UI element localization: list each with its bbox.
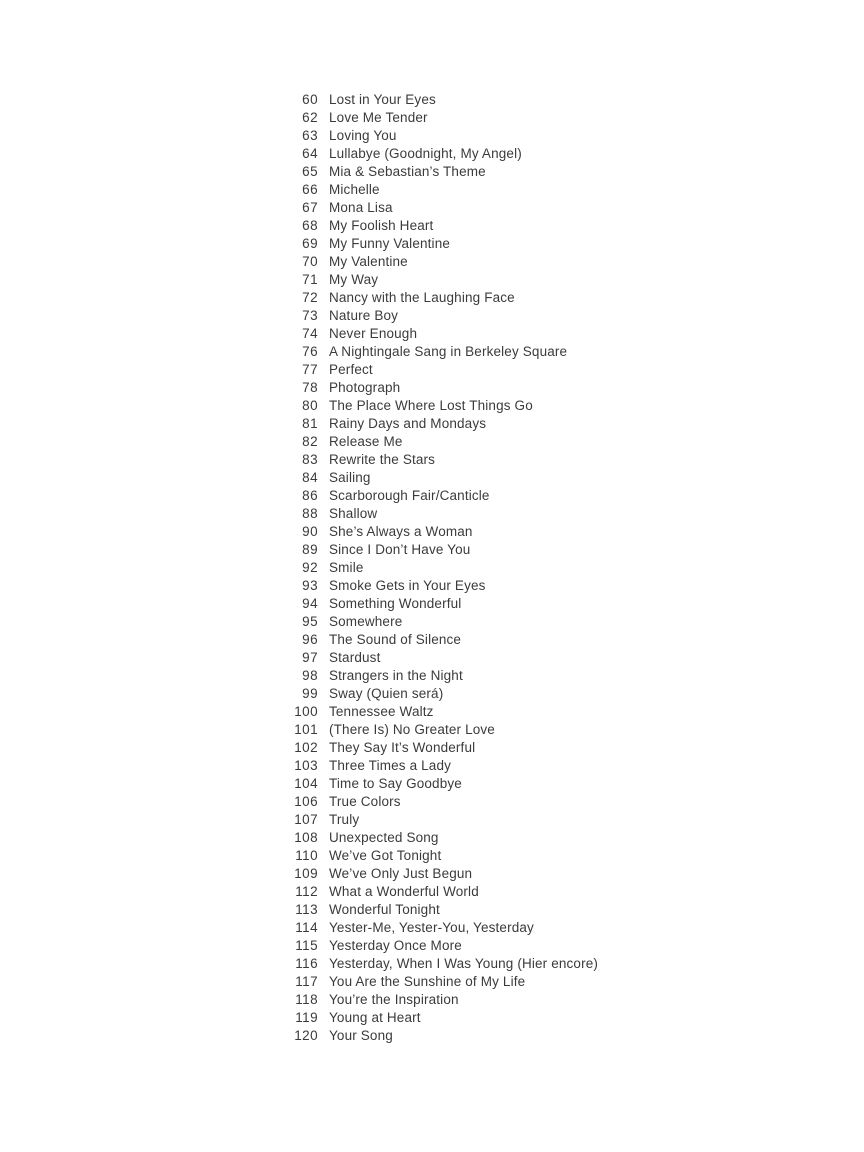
toc-row	[0, 217, 598, 235]
toc-row	[0, 469, 598, 487]
toc-page-number: 81	[302, 416, 318, 431]
toc-row	[0, 613, 598, 631]
toc-row	[0, 271, 598, 289]
toc-song-title: Shallow	[329, 506, 378, 521]
toc-row	[0, 703, 598, 721]
toc-song-title: You’re the Inspiration	[329, 992, 459, 1007]
toc-page-number: 73	[302, 308, 318, 323]
toc-song-title: Love Me Tender	[329, 110, 428, 125]
toc-row	[0, 361, 598, 379]
toc-page-number: 64	[302, 146, 318, 161]
toc-page-number: 60	[302, 92, 318, 107]
toc-song-title: Yester-Me, Yester-You, Yesterday	[329, 920, 534, 935]
toc-page-number: 77	[302, 362, 318, 377]
toc-song-title: Something Wonderful	[329, 596, 462, 611]
toc-page-number: 115	[295, 938, 318, 953]
toc-page-number: 78	[302, 380, 318, 395]
toc-song-title: Never Enough	[329, 326, 418, 341]
toc-page-number: 65	[302, 164, 318, 179]
toc-row	[0, 739, 598, 757]
toc-page-number: 112	[295, 884, 318, 899]
toc-song-title: Unexpected Song	[329, 830, 439, 845]
toc-song-title: Loving You	[329, 128, 397, 143]
toc-row	[0, 109, 598, 127]
toc-page-number: 100	[294, 704, 318, 719]
toc-page-number: 96	[302, 632, 318, 647]
toc-song-title: (There Is) No Greater Love	[329, 722, 495, 737]
toc-song-title: Three Times a Lady	[329, 758, 452, 773]
toc-song-title: Mia & Sebastian’s Theme	[329, 164, 486, 179]
toc-row	[0, 847, 598, 865]
toc-song-title: Yesterday, When I Was Young (Hier encore)	[329, 956, 599, 971]
toc-row	[0, 145, 598, 163]
toc-song-title: A Nightingale Sang in Berkeley Square	[329, 344, 568, 359]
toc-page-number: 119	[295, 1010, 318, 1025]
toc-row	[0, 235, 598, 253]
toc-song-title: Lost in Your Eyes	[329, 92, 436, 107]
toc-page-number: 84	[302, 470, 318, 485]
toc-row	[0, 577, 598, 595]
toc-song-title: Smile	[329, 560, 364, 575]
toc-row	[0, 865, 598, 883]
toc-row	[0, 487, 598, 505]
toc-row	[0, 541, 598, 559]
toc-page-number: 109	[294, 866, 318, 881]
toc-song-title: Smoke Gets in Your Eyes	[329, 578, 486, 593]
toc-song-title: Sway (Quien será)	[329, 686, 444, 701]
toc-song-title: The Place Where Lost Things Go	[329, 398, 533, 413]
toc-row	[0, 919, 598, 937]
toc-song-title: Scarborough Fair/Canticle	[329, 488, 490, 503]
toc-row	[0, 451, 598, 469]
toc-song-title: Tennessee Waltz	[329, 704, 434, 719]
toc-page-number: 68	[302, 218, 318, 233]
toc-row	[0, 433, 598, 451]
toc-page-number: 86	[302, 488, 318, 503]
toc-row	[0, 199, 598, 217]
toc-song-title: My Valentine	[329, 254, 408, 269]
toc-row	[0, 181, 598, 199]
toc-row	[0, 685, 598, 703]
toc-row	[0, 811, 598, 829]
toc-page-number: 66	[302, 182, 318, 197]
toc-row	[0, 163, 598, 181]
toc-page-number: 107	[294, 812, 318, 827]
toc-song-title: Rainy Days and Mondays	[329, 416, 487, 431]
toc-page-number: 94	[302, 596, 318, 611]
toc-page-number: 89	[302, 542, 318, 557]
toc-song-title: Young at Heart	[329, 1010, 421, 1025]
toc-song-title: Somewhere	[329, 614, 403, 629]
toc-row	[0, 775, 598, 793]
toc-song-title: Sailing	[329, 470, 371, 485]
toc-page-number: 69	[302, 236, 318, 251]
toc-page-number: 70	[302, 254, 318, 269]
toc-row	[0, 307, 598, 325]
toc-row	[0, 937, 598, 955]
toc-song-title: Perfect	[329, 362, 373, 377]
toc-song-title: Since I Don’t Have You	[329, 542, 471, 557]
toc-song-title: My Foolish Heart	[329, 218, 434, 233]
toc-row	[0, 883, 598, 901]
toc-song-title: Nancy with the Laughing Face	[329, 290, 515, 305]
toc-song-title: Stardust	[329, 650, 381, 665]
toc-page-number: 98	[302, 668, 318, 683]
toc-row	[0, 955, 598, 973]
toc-song-title: Photograph	[329, 380, 401, 395]
toc-row	[0, 559, 598, 577]
toc-row	[0, 397, 598, 415]
toc-row	[0, 127, 598, 145]
toc-song-title: We’ve Got Tonight	[329, 848, 442, 863]
toc-page-number: 104	[294, 776, 318, 791]
toc-song-title: Your Song	[329, 1028, 393, 1043]
toc-page-number: 80	[302, 398, 318, 413]
toc-page-number: 72	[302, 290, 318, 305]
toc-page-number: 110	[295, 848, 318, 863]
toc-row	[0, 901, 598, 919]
toc-page-number: 76	[302, 344, 318, 359]
toc-row	[0, 757, 598, 775]
toc-row	[0, 595, 598, 613]
toc-page-number: 93	[302, 578, 318, 593]
toc-row	[0, 973, 598, 991]
toc-song-title: Rewrite the Stars	[329, 452, 436, 467]
toc-page-number: 120	[294, 1028, 318, 1043]
toc-page-number: 116	[295, 956, 318, 971]
toc-page-number: 97	[302, 650, 318, 665]
toc-page-number: 92	[302, 560, 318, 575]
toc-page-number: 103	[294, 758, 318, 773]
toc-page-number: 117	[295, 974, 318, 989]
toc-row	[0, 523, 598, 541]
toc-page-number: 82	[302, 434, 318, 449]
toc-row	[0, 91, 598, 109]
toc-song-title: Nature Boy	[329, 308, 399, 323]
toc-page-number: 108	[294, 830, 318, 845]
toc-page-number: 114	[295, 920, 318, 935]
toc-song-title: Truly	[329, 812, 360, 827]
toc-song-title: She’s Always a Woman	[329, 524, 473, 539]
song-index-list	[0, 91, 598, 1045]
toc-page-number: 88	[302, 506, 318, 521]
toc-page-number: 99	[302, 686, 318, 701]
toc-page-number: 102	[294, 740, 318, 755]
toc-song-title: Michelle	[329, 182, 380, 197]
toc-page-number: 63	[302, 128, 318, 143]
toc-song-title: Time to Say Goodbye	[329, 776, 462, 791]
toc-row	[0, 289, 598, 307]
toc-row	[0, 649, 598, 667]
toc-row	[0, 793, 598, 811]
toc-row	[0, 991, 598, 1009]
toc-page-number: 62	[302, 110, 318, 125]
toc-row	[0, 505, 598, 523]
toc-page-number: 118	[295, 992, 318, 1007]
toc-row	[0, 1009, 598, 1027]
toc-row	[0, 253, 598, 271]
toc-song-title: Strangers in the Night	[329, 668, 463, 683]
toc-page-number: 83	[302, 452, 318, 467]
toc-row	[0, 325, 598, 343]
toc-row	[0, 1027, 598, 1045]
toc-row	[0, 631, 598, 649]
toc-row	[0, 415, 598, 433]
toc-page-number: 90	[302, 524, 318, 539]
toc-page-number: 71	[302, 272, 318, 287]
toc-row	[0, 379, 598, 397]
toc-page-number: 101	[294, 722, 318, 737]
toc-song-title: What a Wonderful World	[329, 884, 479, 899]
toc-song-title: The Sound of Silence	[329, 632, 462, 647]
toc-song-title: We’ve Only Just Begun	[329, 866, 473, 881]
toc-song-title: Yesterday Once More	[329, 938, 462, 953]
toc-page-number: 113	[295, 902, 318, 917]
toc-page-number: 67	[302, 200, 318, 215]
toc-song-title: Lullabye (Goodnight, My Angel)	[329, 146, 522, 161]
toc-page-number: 95	[302, 614, 318, 629]
toc-row	[0, 667, 598, 685]
toc-page-number: 74	[302, 326, 318, 341]
toc-page-number: 106	[294, 794, 318, 809]
toc-song-title: True Colors	[329, 794, 401, 809]
toc-song-title: They Say It’s Wonderful	[329, 740, 476, 755]
toc-row	[0, 829, 598, 847]
toc-song-title: Mona Lisa	[329, 200, 393, 215]
toc-song-title: Wonderful Tonight	[329, 902, 440, 917]
toc-song-title: My Way	[329, 272, 379, 287]
toc-song-title: You Are the Sunshine of My Life	[329, 974, 526, 989]
toc-song-title: My Funny Valentine	[329, 236, 451, 251]
toc-row	[0, 721, 598, 739]
toc-row	[0, 343, 598, 361]
toc-song-title: Release Me	[329, 434, 403, 449]
